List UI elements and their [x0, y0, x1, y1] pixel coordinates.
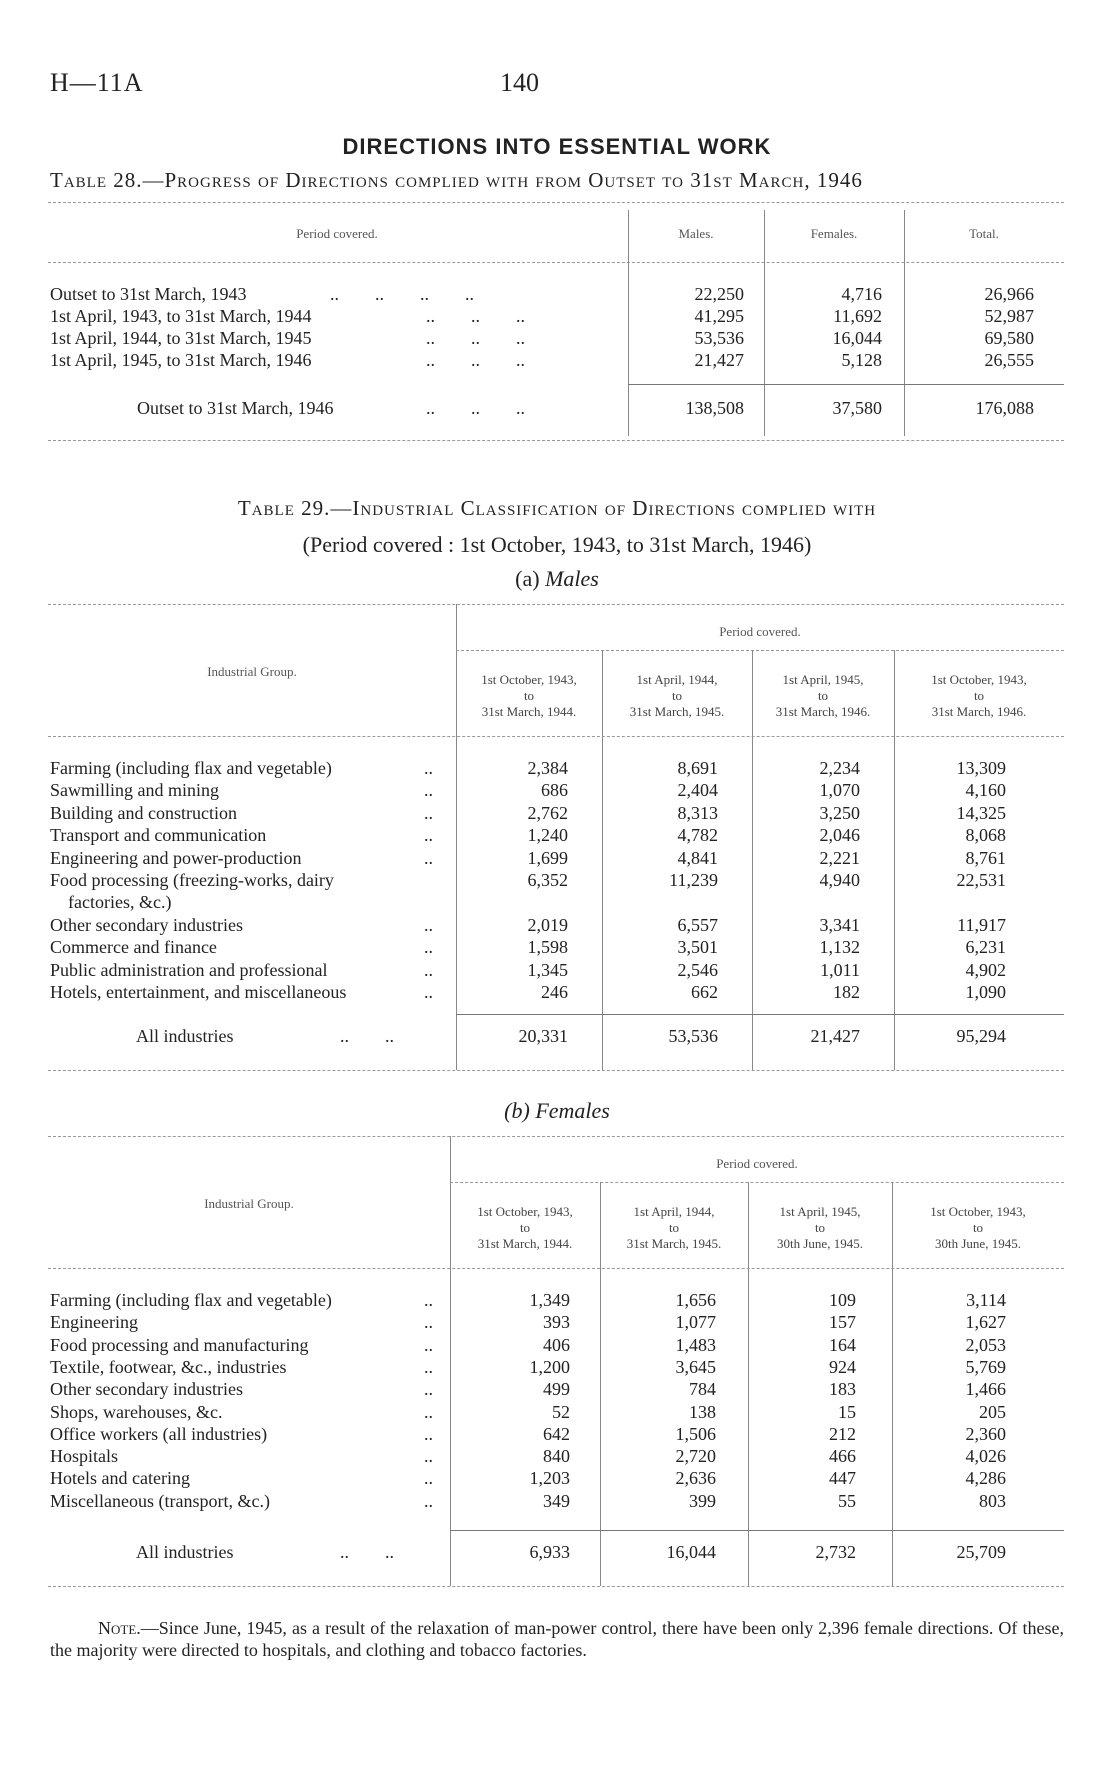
value-cell: 2,404	[677, 780, 718, 801]
total-value: 26,966	[984, 284, 1034, 304]
value-cell: 52	[552, 1401, 570, 1422]
period-label: Outset to 31st March, 1943	[50, 284, 247, 304]
females-value: 5,128	[841, 350, 882, 370]
females-value: 4,716	[841, 284, 882, 304]
period-covered-header: Period covered.	[719, 624, 801, 639]
rule	[48, 1070, 1064, 1071]
column-header: 1st October, 1943, to 31st March, 1946.	[931, 672, 1027, 719]
value-cell: 183	[829, 1379, 856, 1400]
females-value: 11,692	[833, 306, 882, 326]
males-value: 22,250	[694, 284, 744, 304]
value-cell: 2,762	[527, 802, 568, 823]
table28-header-period: Period covered.	[296, 226, 378, 241]
caption-word: Females	[535, 1098, 610, 1123]
males-caption	[0, 566, 1114, 592]
value-cell: 8,761	[965, 847, 1006, 868]
value-cell: 8,313	[677, 802, 718, 823]
caption-letter: (a)	[515, 566, 540, 591]
footnote	[50, 1617, 1064, 1661]
value-cell: 157	[829, 1312, 856, 1333]
value-cell: 1,598	[527, 937, 568, 958]
males-value: 138,508	[685, 398, 744, 418]
row-label: Food processing and manufacturing	[50, 1334, 309, 1355]
page-heading: DIRECTIONS INTO ESSENTIAL WORK	[342, 134, 772, 159]
value-cell: 1,349	[529, 1290, 570, 1310]
value-cell: 3,114	[966, 1290, 1006, 1310]
value-cell: 1,132	[819, 937, 860, 958]
row-label: Sawmilling and mining	[50, 780, 219, 801]
caption-letter: (b)	[504, 1098, 530, 1123]
period-label: 1st April, 1945, to 31st March, 1946	[50, 350, 312, 370]
total-value: 26,555	[984, 350, 1034, 370]
value-cell: 6,352	[527, 870, 568, 890]
value-cell: 182	[833, 982, 860, 1002]
rule	[48, 262, 1064, 263]
rule	[450, 1530, 1064, 1531]
value-cell: 499	[543, 1379, 570, 1400]
total-value: 176,088	[975, 398, 1034, 418]
value-cell: 109	[829, 1290, 856, 1310]
value-cell: 447	[829, 1468, 856, 1489]
value-cell: 6,557	[677, 914, 718, 935]
row-label: Other secondary industries	[50, 914, 243, 935]
page-reference: H—11A	[50, 68, 144, 97]
value-cell: 803	[979, 1490, 1006, 1511]
value-cell: 164	[829, 1334, 856, 1355]
females-value: 37,580	[832, 398, 882, 418]
row-label: Commerce and finance	[50, 937, 217, 958]
caption-word: Males	[545, 566, 599, 591]
period-label: 1st April, 1944, to 31st March, 1945	[50, 328, 312, 348]
rule	[48, 440, 1064, 441]
value-cell: 4,902	[965, 959, 1006, 980]
period-covered-header: Period covered.	[716, 1156, 798, 1171]
row-label: Public administration and professional	[50, 959, 328, 980]
value-cell: 393	[543, 1312, 570, 1333]
row-label: Other secondary industries	[50, 1379, 243, 1400]
table28-header-males: Males.	[678, 226, 714, 241]
column-header: 1st April, 1945, to 30th June, 1945.	[777, 1204, 863, 1251]
row-label: Engineering and power-production	[50, 847, 302, 868]
rule	[456, 1014, 1064, 1015]
value-cell: 2,019	[527, 914, 568, 935]
value-cell: 4,940	[819, 870, 860, 890]
total-value: 52,987	[984, 306, 1034, 326]
row-label: Building and construction	[50, 802, 237, 823]
value-cell: 6,933	[529, 1542, 570, 1562]
value-cell: 2,636	[675, 1468, 716, 1489]
value-cell: 2,053	[965, 1334, 1006, 1355]
value-cell: 3,341	[819, 914, 860, 935]
females-caption	[0, 1098, 1114, 1124]
males-value: 21,427	[694, 350, 744, 370]
value-cell: 4,782	[677, 825, 718, 846]
value-cell: 1,240	[527, 825, 568, 846]
value-cell: 21,427	[810, 1026, 860, 1046]
row-label: Engineering	[50, 1312, 138, 1333]
rule	[456, 650, 1064, 651]
value-cell: 6,231	[965, 937, 1006, 958]
value-cell: 13,309	[956, 758, 1006, 778]
value-cell: 1,656	[675, 1290, 716, 1310]
value-cell: 3,250	[819, 802, 860, 823]
column-header: 1st April, 1944, to 31st March, 1945.	[629, 672, 725, 719]
row-label: Farming (including flax and vegetable)	[50, 758, 332, 778]
value-cell: 924	[829, 1356, 856, 1377]
row-label: All industries	[136, 1026, 234, 1046]
rule	[48, 202, 1064, 203]
column-header: 1st October, 1943, to 31st March, 1944.	[481, 672, 577, 719]
rule	[48, 1136, 1064, 1137]
value-cell: 53,536	[668, 1026, 718, 1046]
value-cell: 95,294	[956, 1026, 1006, 1046]
females-value: 16,044	[832, 328, 882, 348]
value-cell: 406	[543, 1334, 570, 1355]
row-label: Hotels, entertainment, and miscellaneous	[50, 982, 347, 1002]
value-cell: 1,200	[529, 1356, 570, 1377]
rule	[48, 604, 1064, 605]
row-label: Miscellaneous (transport, &c.)	[50, 1490, 270, 1511]
column-header: 1st April, 1944, to 31st March, 1945.	[626, 1204, 722, 1251]
column-header: 1st April, 1945, to 31st March, 1946.	[775, 672, 871, 719]
value-cell: 466	[829, 1446, 856, 1467]
value-cell: 1,483	[675, 1334, 716, 1355]
males-value: 41,295	[694, 306, 744, 326]
period-label: Outset to 31st March, 1946	[137, 398, 334, 418]
value-cell: 5,769	[965, 1356, 1006, 1377]
value-cell: 8,068	[965, 825, 1006, 846]
value-cell: 22,531	[956, 870, 1006, 890]
value-cell: 8,691	[677, 758, 718, 778]
value-cell: 55	[838, 1490, 856, 1511]
row-label: Shops, warehouses, &c.	[50, 1401, 223, 1422]
column-header: 1st October, 1943, to 31st March, 1944.	[477, 1204, 573, 1251]
value-cell: 1,077	[675, 1312, 716, 1333]
value-cell: 2,732	[815, 1542, 856, 1562]
row-label: Food processing (freezing-works, dairy	[50, 870, 334, 890]
value-cell: 15	[838, 1401, 856, 1422]
value-cell: 1,506	[675, 1423, 716, 1444]
row-label: Hotels and catering	[50, 1468, 190, 1489]
row-label: Textile, footwear, &c., industries	[50, 1356, 287, 1377]
row-label: All industries	[136, 1542, 234, 1562]
value-cell: 2,360	[965, 1423, 1006, 1444]
value-cell: 4,026	[965, 1446, 1006, 1467]
value-cell: 11,239	[669, 870, 718, 890]
value-cell: 3,645	[675, 1356, 716, 1377]
value-cell: 1,070	[819, 780, 860, 801]
row-label: Office workers (all industries)	[50, 1423, 268, 1444]
industrial-group-header: Industrial Group.	[207, 664, 297, 679]
value-cell: 2,546	[677, 959, 718, 980]
value-cell: 138	[689, 1401, 716, 1422]
value-cell: 2,720	[675, 1446, 716, 1467]
value-cell: 11,917	[957, 914, 1006, 935]
row-label: Farming (including flax and vegetable)	[50, 1290, 332, 1310]
value-cell: 662	[691, 982, 718, 1002]
value-cell: 20,331	[518, 1026, 568, 1046]
note-lead: Note.	[98, 1618, 141, 1638]
value-cell: 1,203	[529, 1468, 570, 1489]
value-cell: 1,011	[820, 959, 860, 980]
total-value: 69,580	[984, 328, 1034, 348]
period-label: 1st April, 1943, to 31st March, 1944	[50, 306, 312, 326]
value-cell: 205	[979, 1401, 1006, 1422]
value-cell: 212	[829, 1423, 856, 1444]
table29-subtitle: (Period covered : 1st October, 1943, to 31st March, 1946)	[302, 532, 812, 557]
note-text: —Since June, 1945, as a result of the relaxation of man-power control, there have been only 2,396 female directions. Of these, the majority were directed to hospitals, and clothing and tobacco factories.	[50, 1618, 1064, 1660]
rule	[48, 736, 1064, 737]
row-label-continued: factories, &c.)	[68, 892, 172, 913]
value-cell: 399	[689, 1490, 716, 1511]
value-cell: 1,345	[527, 959, 568, 980]
value-cell: 1,466	[965, 1379, 1006, 1400]
rule	[48, 1268, 1064, 1269]
value-cell: 246	[541, 982, 568, 1002]
rule	[48, 1586, 1064, 1587]
rule	[450, 1182, 1064, 1183]
value-cell: 3,501	[677, 937, 718, 958]
value-cell: 1,699	[527, 847, 568, 868]
page-number: 140	[500, 68, 539, 97]
value-cell: 2,234	[819, 758, 860, 778]
males-value: 53,536	[694, 328, 744, 348]
value-cell: 686	[541, 780, 568, 801]
value-cell: 16,044	[666, 1542, 716, 1562]
table28-title: Table 28.—Progress of Directions complied with from Outset to 31st March, 1946	[50, 168, 863, 192]
value-cell: 1,090	[965, 982, 1006, 1002]
value-cell: 4,286	[965, 1468, 1006, 1489]
table28-header-females: Females.	[810, 226, 858, 241]
row-label: Hospitals	[50, 1446, 119, 1467]
value-cell: 25,709	[956, 1542, 1006, 1562]
value-cell: 2,046	[819, 825, 860, 846]
value-cell: 1,627	[965, 1312, 1006, 1333]
table28-header-total: Total.	[969, 226, 999, 241]
value-cell: 784	[689, 1379, 716, 1400]
value-cell: 2,221	[819, 847, 860, 868]
row-label: Transport and communication	[50, 825, 267, 846]
rule	[628, 384, 1064, 385]
value-cell: 642	[543, 1423, 570, 1444]
value-cell: 840	[543, 1446, 570, 1467]
value-cell: 4,160	[965, 780, 1006, 801]
table29-title: Table 29.—Industrial Classification of Directions complied with	[237, 496, 877, 520]
value-cell: 349	[543, 1490, 570, 1511]
value-cell: 2,384	[527, 758, 568, 778]
value-cell: 14,325	[956, 802, 1006, 823]
column-header: 1st October, 1943, to 30th June, 1945.	[930, 1204, 1026, 1251]
industrial-group-header: Industrial Group.	[204, 1196, 294, 1211]
value-cell: 4,841	[677, 847, 718, 868]
